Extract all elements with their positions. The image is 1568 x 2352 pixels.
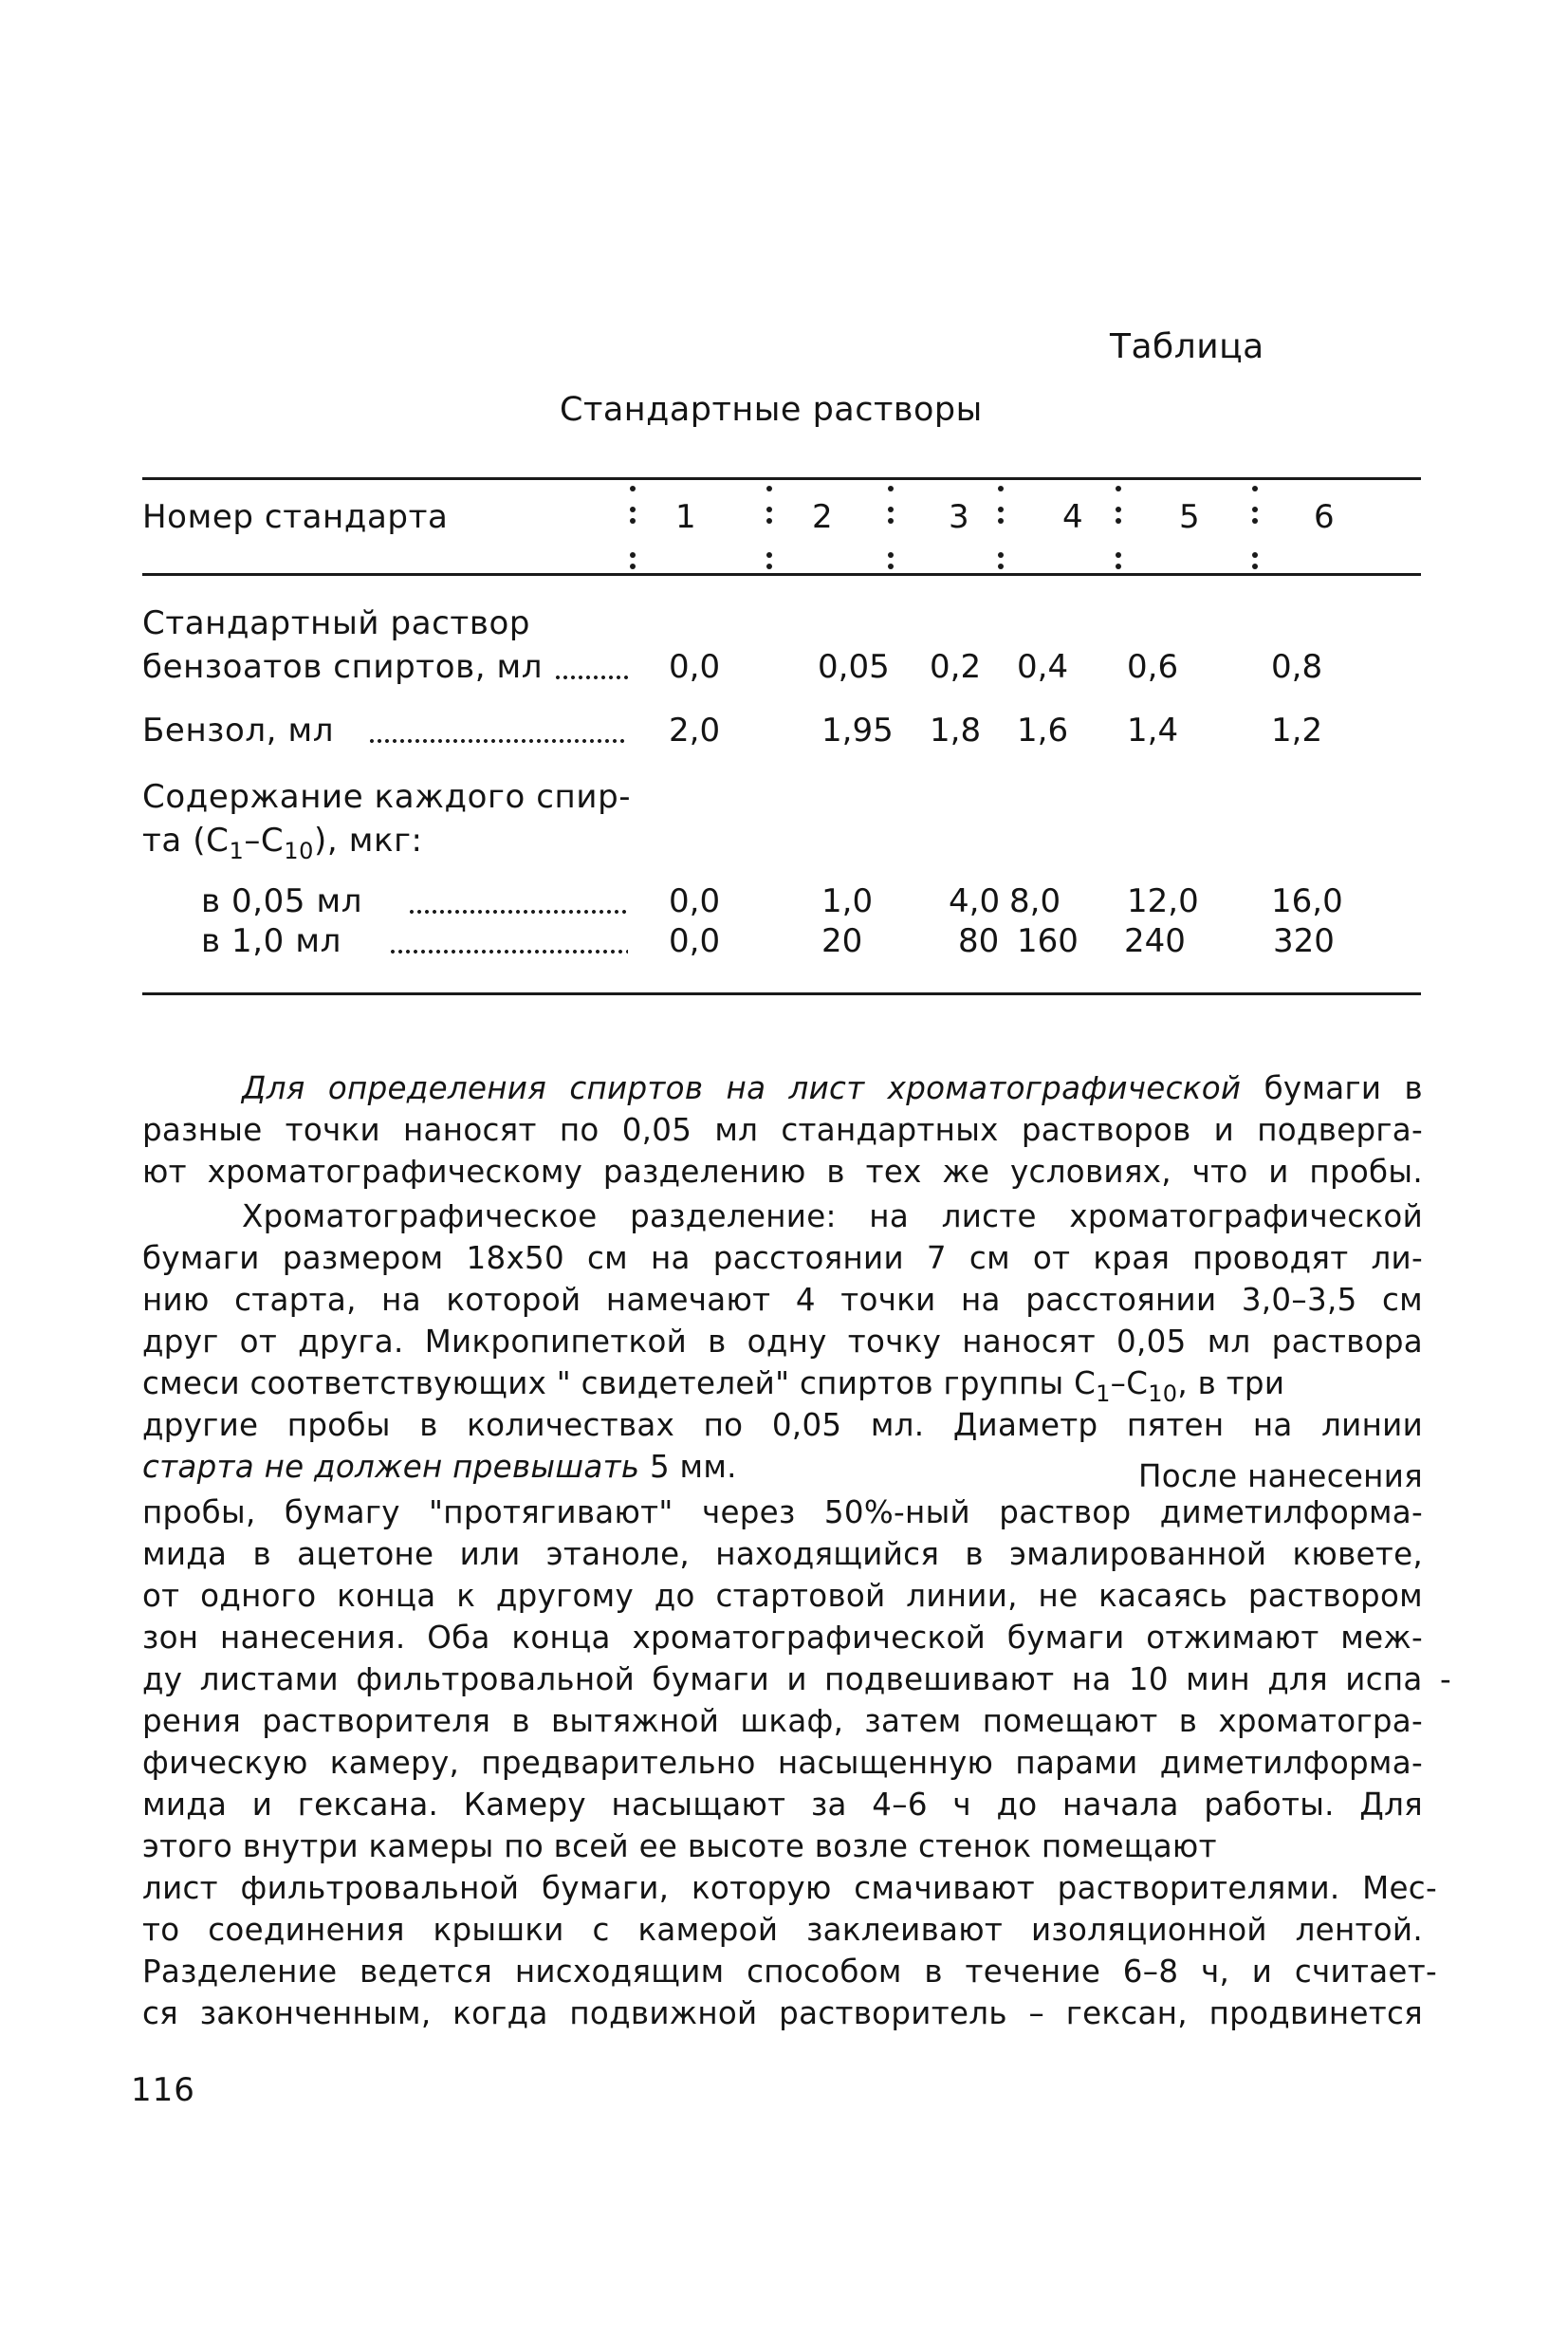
table-cell: 1,6 (1017, 712, 1069, 750)
paragraph-line: то соединения крышки с камерой заклеивают изоляционной лентой. (142, 1912, 1423, 1948)
paragraph-line: рения растворителя в вытяжной шкаф, затем помещают в хроматогра- (142, 1703, 1423, 1739)
table-cell: 20 (821, 922, 863, 960)
table-cell: 16,0 (1271, 882, 1343, 920)
column-header-1: 1 (675, 498, 696, 536)
column-header-4: 4 (1062, 498, 1083, 536)
paragraph-line: мида и гексана. Камеру насыщают за 4–6 ч до начала работы. Для (142, 1787, 1423, 1823)
paragraph-line: мида в ацетоне или этаноле, находящийся в эмалированной кювете, (142, 1536, 1423, 1572)
table-cell: 0,0 (669, 922, 721, 960)
row-label: Бензол, мл (142, 712, 335, 750)
row-label: в 1,0 мл (201, 922, 341, 960)
row-label: в 0,05 мл (201, 882, 363, 920)
table-cell: 1,95 (821, 712, 894, 750)
column-separator (1250, 474, 1260, 579)
page-number: 116 (131, 2071, 195, 2109)
paragraph-line: другие пробы в количествах по 0,05 мл. Диаметр пятен на линии (142, 1407, 1423, 1443)
column-separator (886, 474, 895, 579)
table-header-rule (142, 573, 1421, 576)
paragraph-line: друг от друга. Микропипеткой в одну точку наносят 0,05 мл раствора (142, 1324, 1423, 1360)
table-cell: 320 (1273, 922, 1335, 960)
table-top-rule (142, 477, 1421, 480)
paragraph-line: Разделение ведется нисходящим способом в течение 6–8 ч, и считает- (142, 1954, 1437, 1990)
paragraph-line: от одного конца к другому до стартовой линии, не касаясь раствором (142, 1578, 1423, 1614)
table-cell: 160 (1017, 922, 1079, 960)
paragraph-line: После нанесения (1138, 1458, 1423, 1494)
table-cell: 0,2 (930, 648, 982, 686)
header-cell-standard-number: Номер стандарта (142, 498, 449, 536)
row-label: Содержание каждого спир- (142, 778, 632, 816)
column-header-6: 6 (1314, 498, 1335, 536)
paragraph-line: зон нанесения. Оба конца хроматографической бумаги отжимают меж- (142, 1620, 1423, 1656)
table-cell: 8,0 (1009, 882, 1061, 920)
table-cell: 240 (1124, 922, 1186, 960)
column-separator (996, 474, 1005, 579)
table-cell: 0,05 (818, 648, 890, 686)
table-title: Стандартные растворы (560, 391, 983, 429)
paragraph-line: Для определения спиртов на лист хроматографической бумаги в (242, 1070, 1423, 1106)
table-label: Таблица (1110, 327, 1264, 366)
paragraph-line: лист фильтровальной бумаги, которую смачивают растворителями. Мес- (142, 1870, 1437, 1906)
table-bottom-rule (142, 992, 1421, 995)
paragraph-line: смеси соответствующих " свидетелей" спиртов группы $С_1-С_{10}$, в три (142, 1365, 1285, 1407)
paragraph-line: Хроматографическое разделение: на листе хроматографической (242, 1198, 1423, 1234)
row-label: Стандартный раствор (142, 604, 531, 642)
column-separator (628, 474, 637, 579)
column-separator (1114, 474, 1123, 579)
table-cell: 0,4 (1017, 648, 1069, 686)
table-cell: 2,0 (669, 712, 721, 750)
column-header-2: 2 (812, 498, 833, 536)
paragraph-line: ют хроматографическому разделению в тех же условиях, что и пробы. (142, 1154, 1423, 1190)
row-label: та $(С_1-С_{10})$, мкг: (142, 822, 423, 864)
column-header-5: 5 (1179, 498, 1200, 536)
table-cell: 0,0 (669, 882, 721, 920)
table-cell: 80 (958, 922, 1000, 960)
column-separator (765, 474, 774, 579)
table-cell: 1,0 (821, 882, 874, 920)
dot-leader (389, 950, 628, 954)
paragraph-line: ду листами фильтровальной бумаги и подвешивают на 10 мин для испа - (142, 1661, 1451, 1697)
paragraph-line: фическую камеру, предварительно насыщенную парами диметилформа- (142, 1745, 1423, 1781)
dot-leader (368, 739, 628, 743)
paragraph-line: нию старта, на которой намечают 4 точки на расстоянии 3,0–3,5 см (142, 1282, 1423, 1318)
paragraph-line: бумаги размером 18х50 см на расстоянии 7 см от края проводят ли- (142, 1240, 1423, 1276)
table-cell: 0,0 (669, 648, 721, 686)
paragraph-line: ся законченным, когда подвижной растворитель – гексан, продвинется (142, 1995, 1423, 2031)
dot-leader (408, 910, 628, 914)
table-cell: 4,0 (949, 882, 1001, 920)
column-header-3: 3 (949, 498, 969, 536)
dot-leader (554, 676, 628, 679)
table-cell: 12,0 (1127, 882, 1199, 920)
table-cell: 0,8 (1271, 648, 1323, 686)
table-cell: 1,4 (1127, 712, 1179, 750)
table-cell: 1,8 (930, 712, 982, 750)
table-cell: 0,6 (1127, 648, 1179, 686)
paragraph-line: пробы, бумагу "протягивают" через 50%-ный раствор диметилформа- (142, 1494, 1423, 1530)
paragraph-line: разные точки наносят по 0,05 мл стандартных растворов и подверга- (142, 1112, 1423, 1148)
paragraph-line: старта не должен превышать 5 мм. (142, 1449, 737, 1485)
paragraph-line: этого внутри камеры по всей ее высоте возле стенок помещают (142, 1828, 1217, 1864)
row-label: бензоатов спиртов, мл (142, 648, 544, 686)
table-cell: 1,2 (1271, 712, 1323, 750)
